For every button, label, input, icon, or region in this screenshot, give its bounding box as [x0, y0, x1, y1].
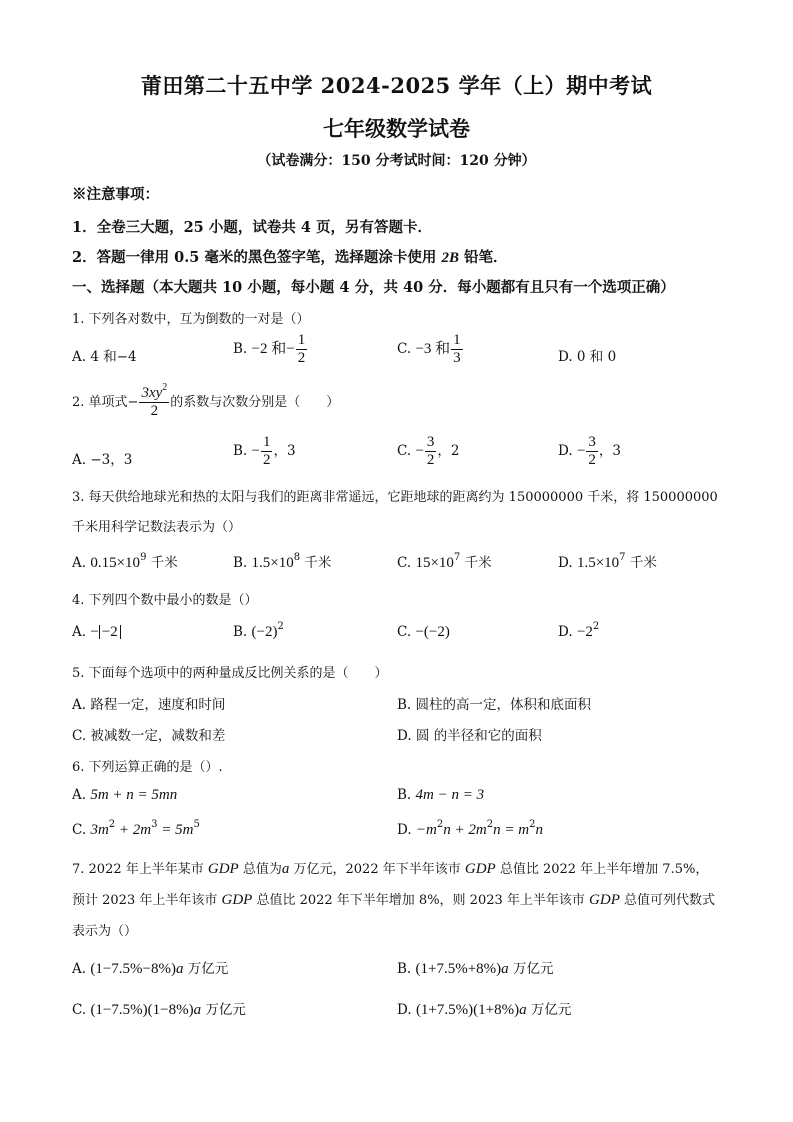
question-2-stem: [72, 382, 340, 420]
q3-d-label: D.: [558, 555, 573, 571]
q3-option-b: [233, 551, 331, 572]
q6-option-d: [397, 819, 543, 839]
q7-d-label: D.: [397, 1002, 412, 1018]
q7-var-a: a: [501, 961, 509, 977]
q3-c-exp: 7: [453, 552, 461, 563]
q6-d-p3: n = m: [493, 822, 530, 838]
q2-b-sign: −: [251, 443, 260, 459]
q6-a-expr: 5m + n = 5mn: [90, 787, 178, 803]
question-7-stem-line-2: [72, 889, 715, 909]
q7-c-label: C.: [72, 1002, 87, 1018]
q7-unit: 万亿元: [508, 961, 554, 977]
question-7-stem-line-3: 表示为（）: [72, 924, 138, 939]
q7-gdp: GDP: [221, 892, 253, 908]
question-5-stem: 5. 下面每个选项中的两种量成反比例关系的是（ ）: [72, 666, 388, 681]
q3-unit: 千米: [464, 555, 492, 571]
q7-a-label: A.: [72, 961, 87, 977]
q1-b-label: B.: [233, 341, 248, 357]
q1-b-den: 2: [297, 350, 306, 366]
q3-option-a: [72, 551, 178, 572]
q3-a-base: 0.15×10: [90, 555, 141, 571]
q7-d-expr: (1+7.5%)(1+8%): [415, 1002, 520, 1018]
q4-b-label: B.: [233, 624, 248, 640]
fraction: [425, 434, 437, 469]
q4-option-a: [72, 624, 121, 641]
fraction: [586, 434, 598, 469]
q7-b-label: B.: [397, 961, 412, 977]
q3-option-c: [397, 551, 492, 572]
q6-d-e2: 2: [486, 819, 494, 830]
q3-c-label: C.: [397, 555, 412, 571]
q4-d-label: D.: [558, 624, 573, 640]
q1-b-pre: −2 和−: [251, 341, 295, 357]
q3-d-base: 1.5×10: [576, 555, 620, 571]
question-3-stem-line-2: 千米用科学记数法表示为（）: [72, 520, 242, 535]
q6-c-p3: = 5m: [157, 822, 194, 838]
fraction: [451, 332, 463, 367]
exam-info: （试卷满分：150 分考试时间：120 分钟）: [257, 153, 536, 169]
q6-option-b: [397, 787, 484, 804]
q5-option-a: A. 路程一定，速度和时间: [72, 697, 226, 713]
fraction: [139, 382, 169, 420]
q2-stem-pre: 2. 单项式−: [72, 395, 139, 410]
question-1-stem: 1. 下列各对数中，互为倒数的一对是（）: [72, 312, 310, 327]
q7-line1-d: 2022 年下半年该市: [345, 862, 465, 877]
q2-c-num: 3: [426, 434, 435, 450]
q2-c-sign: −: [415, 443, 424, 459]
q7-line2-c: 总值可列代数式: [619, 893, 715, 908]
q2-b-num: 1: [262, 434, 271, 450]
q1-option-b: [233, 332, 308, 367]
exam-title: 莆田第二十五中学 2024-2025 学年（上）期中考试: [140, 73, 653, 98]
q1-option-a: A. 4 和−4: [72, 349, 137, 365]
q2-b-post: ，3: [273, 443, 296, 459]
q6-d-p4: n: [535, 822, 543, 838]
q2-option-a: A. −3，3: [72, 452, 133, 468]
q2-stem-post: 的系数与次数分别是（ ）: [170, 395, 340, 410]
q3-a-exp: 9: [140, 552, 147, 563]
note-item-2: [72, 246, 508, 267]
q7-unit: 万亿元: [183, 961, 229, 977]
q6-c-e1: 2: [108, 819, 116, 830]
q4-a-label: A.: [72, 624, 87, 640]
q6-b-label: B.: [397, 787, 412, 803]
q6-c-p2: + 2m: [115, 822, 152, 838]
q7-unit: 万亿元: [526, 1002, 572, 1018]
q6-d-p2: n + 2m: [443, 822, 487, 838]
q1-c-num: 1: [453, 332, 461, 348]
q5-option-d: D. 圆 的半径和它的面积: [397, 728, 542, 744]
q6-b-expr: 4m − n = 3: [415, 787, 485, 803]
q6-c-e3: 5: [193, 819, 200, 830]
q2-den: 2: [150, 403, 159, 419]
q4-option-c: [397, 624, 450, 641]
q2-c-post: ，2: [437, 443, 460, 459]
q7-option-a: [72, 957, 228, 978]
q6-c-label: C.: [72, 822, 87, 838]
q5-option-c: C. 被减数一定，减数和差: [72, 728, 226, 744]
q3-a-label: A.: [72, 555, 87, 571]
q7-line2-b: 总值比 2022 年下半年增加 8%，则 2023 年上半年该市: [252, 893, 590, 908]
q7-option-b: [397, 957, 553, 978]
q6-option-c: [72, 819, 200, 839]
q6-a-label: A.: [72, 787, 87, 803]
q3-b-base: 1.5×10: [251, 555, 294, 571]
q7-var-a: a: [193, 1002, 202, 1018]
q2-c-den: 2: [426, 452, 435, 468]
q2-option-b: [233, 434, 296, 469]
q7-line1-b: 总值为: [238, 862, 282, 877]
q1-option-d: D. 0 和 0: [558, 349, 617, 365]
q3-d-exp: 7: [619, 552, 626, 563]
q4-d-base: −2: [576, 624, 593, 640]
q7-option-d: [397, 998, 571, 1019]
q2-d-den: 2: [588, 452, 596, 468]
q4-c-label: C.: [397, 624, 412, 640]
q4-option-d: [558, 621, 600, 641]
q7-a-expr: (1−7.5%−8%): [90, 961, 176, 977]
q2-d-sign: −: [576, 443, 586, 459]
q7-gdp: GDP: [589, 892, 620, 908]
q4-a-sign: −: [90, 624, 99, 640]
q3-c-base: 15×10: [415, 555, 454, 571]
q2-option-d: [558, 434, 621, 469]
note-item-1: 1．全卷三大题，25 小题，试卷共 4 页，另有答题卡．: [72, 219, 432, 236]
q7-line1-a: 7. 2022 年上半年某市: [72, 862, 208, 877]
notes-item2-pre: 2．答题一律用 0.5 毫米的黑色签字笔，选择题涂卡使用: [72, 249, 442, 266]
q1-option-c: [397, 332, 464, 367]
q3-unit: 千米: [150, 555, 178, 571]
q2-b-den: 2: [262, 452, 271, 468]
section-1-heading: 一、选择题（本大题共 10 小题，每小题 4 分，共 40 分．每小题都有且只有一个选项正确）: [72, 279, 675, 296]
q6-d-e3: 2: [529, 819, 536, 830]
q7-unit: 万亿元: [201, 1002, 246, 1018]
q2-d-post: ，3: [598, 443, 621, 459]
q7-var-a: a: [519, 1002, 527, 1018]
q2-d-num: 3: [588, 434, 596, 450]
q4-option-b: [233, 621, 284, 641]
question-6-stem: 6. 下列运算正确的是（）.: [72, 760, 223, 775]
q2-num: 3xy: [141, 385, 163, 401]
q7-var-a: a: [281, 861, 290, 877]
q2-b-label: B.: [233, 443, 248, 459]
q6-c-p1: 3m: [90, 822, 109, 838]
q2-c-label: C.: [397, 443, 412, 459]
q3-b-exp: 8: [293, 552, 301, 563]
q5-option-b: B. 圆柱的高一定，体积和底面积: [397, 697, 592, 713]
q7-line1-e: 总值比 2022 年上半年增加 7.5%，: [495, 862, 709, 877]
notes-item2-var: 2B: [441, 250, 459, 266]
fraction: [296, 332, 308, 367]
notes-item2-post: 铅笔．: [458, 249, 508, 266]
q1-b-num: 1: [297, 332, 306, 348]
q7-b-expr: (1+7.5%+8%): [415, 961, 502, 977]
q1-c-den: 3: [453, 350, 461, 366]
q7-line1-c: 万亿元，: [289, 862, 346, 877]
q6-d-label: D.: [397, 822, 412, 838]
q7-line2-a: 预计 2023 年上半年该市: [72, 893, 222, 908]
q6-c-e2: 3: [151, 819, 158, 830]
q3-unit: 千米: [304, 555, 332, 571]
q2-num-sup: 2: [162, 382, 168, 393]
q7-option-c: [72, 998, 246, 1019]
q2-option-c: [397, 434, 460, 469]
q7-gdp: GDP: [464, 861, 496, 877]
q2-d-label: D.: [558, 443, 573, 459]
absolute-value: −2: [99, 625, 121, 639]
q6-option-a: [72, 787, 177, 804]
question-4-stem: 4. 下列四个数中最小的数是（）: [72, 593, 258, 608]
q3-b-label: B.: [233, 555, 248, 571]
q4-b-base: (−2): [251, 624, 278, 640]
notes-heading: ※注意事项：: [72, 186, 159, 203]
q6-d-e1: 2: [436, 819, 444, 830]
q4-d-exp: 2: [592, 621, 600, 632]
q7-gdp: GDP: [207, 861, 239, 877]
q7-var-a: a: [176, 961, 184, 977]
q4-c-expr: −(−2): [415, 624, 450, 640]
q7-c-expr: (1−7.5%)(1−8%): [90, 1002, 194, 1018]
q3-unit: 千米: [629, 555, 657, 571]
q6-d-p1: −m: [415, 822, 437, 838]
question-3-stem-line-1: 3. 每天供给地球光和热的太阳与我们的距离非常遥远，它距地球的距离约为 150000000 千米，将 150000000: [72, 490, 718, 505]
q3-option-d: [558, 551, 657, 572]
q1-c-label: C.: [397, 341, 412, 357]
q1-c-pre: −3 和: [415, 341, 451, 357]
question-7-stem-line-1: [72, 858, 708, 878]
q4-b-exp: 2: [277, 621, 284, 632]
fraction: [261, 434, 273, 469]
exam-subtitle: 七年级数学试卷: [323, 116, 470, 141]
